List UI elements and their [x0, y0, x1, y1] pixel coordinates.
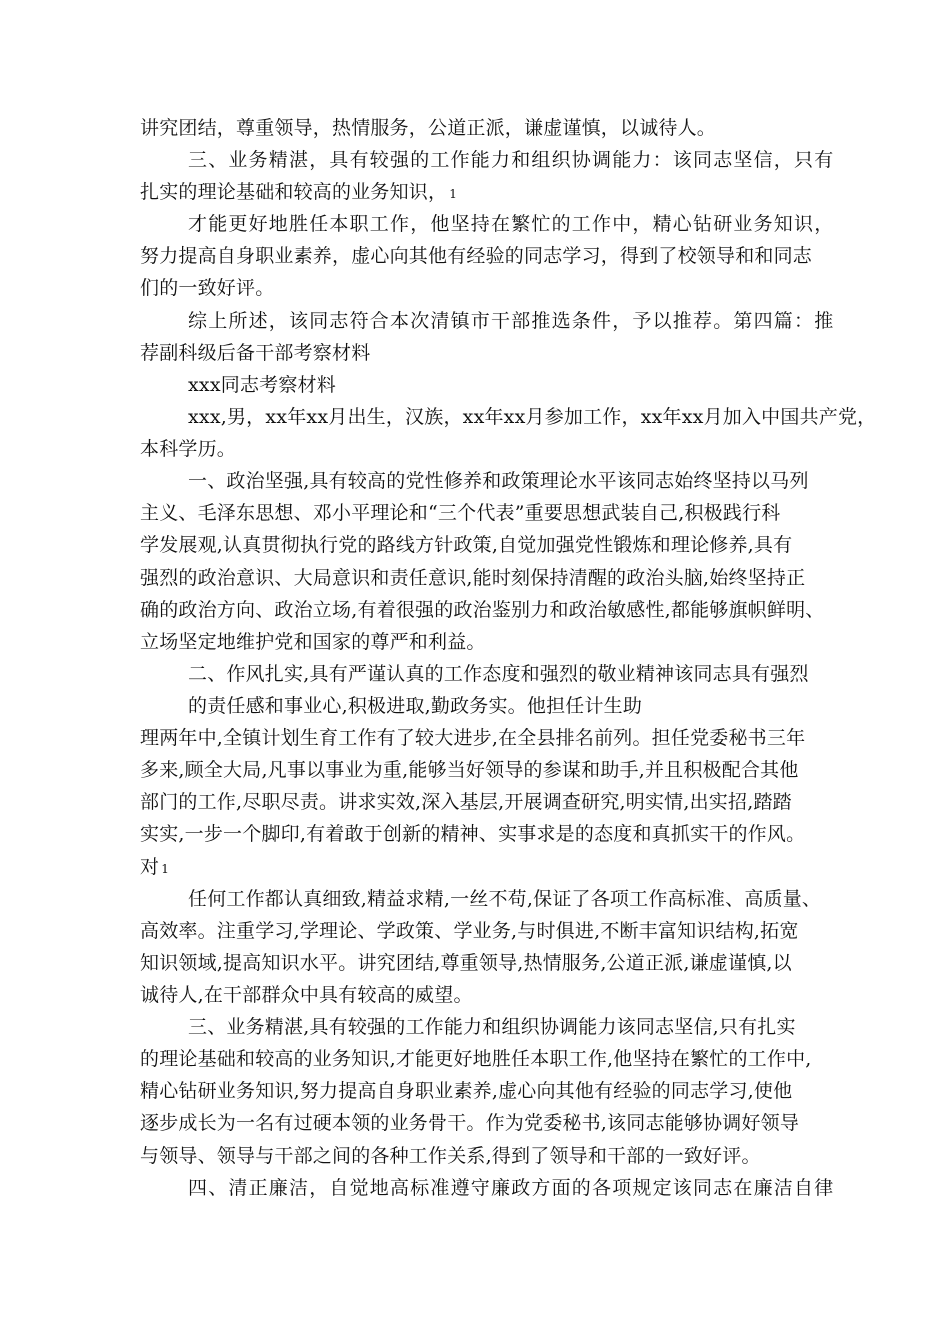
footnote-mark: 1	[161, 862, 170, 876]
text-line: 立场坚定地维护党和国家的尊严和利益。	[140, 631, 486, 653]
text-span: 对	[140, 856, 160, 878]
text-line: 三、业务精湛，具有较强的工作能力和组织协调能力：该同志坚信，只有	[188, 149, 835, 171]
text-line: 与领导、领导与干部之间的各种工作关系,得到了领导和干部的一致好评。	[140, 1145, 761, 1167]
text-line: 荐副科级后备干部考察材料	[140, 342, 371, 364]
text-line: 一、政治坚强,具有较高的党性修养和政策理论水平该同志始终坚持以马列	[188, 470, 809, 492]
text-line: 确的政治方向、政治立场,有着很强的政治鉴别力和政治敏感性,都能够旗帜鲜明、	[140, 599, 825, 621]
text-line: 实实,一步一个脚印,有着敢于创新的精神、实事求是的态度和真抓实干的作风。	[140, 823, 806, 845]
text-line: 讲究团结，尊重领导，热情服务，公道正派，谦虚谨慎，以诚待人。	[140, 117, 717, 139]
footnote-mark: 1	[449, 187, 458, 201]
text-line: 任何工作都认真细致,精益求精,一丝不苟,保证了各项工作高标准、高质量、	[188, 888, 822, 910]
text-line: 高效率。注重学习,学理论、学政策、学业务,与时俱进,不断丰富知识结构,拓宽	[140, 920, 799, 942]
text-line	[140, 180, 457, 206]
text-line: 四、清正廉洁，自觉地高标准遵守廉政方面的各项规定该同志在廉洁自律	[188, 1177, 835, 1199]
text-line: 理两年中,全镇计划生育工作有了较大进步,在全县排名前列。担任党委秘书三年	[140, 727, 806, 749]
text-line: 多来,顾全大局,凡事以事业为重,能够当好领导的参谋和助手,并且积极配合其他	[140, 759, 799, 781]
text-line: 本科学历。	[140, 438, 237, 460]
text-line: 逐步成长为一名有过硬本领的业务骨干。作为党委秘书,该同志能够协调好领导	[140, 1112, 800, 1134]
text-line: 部门的工作,尽职尽责。讲求实效,深入基层,开展调查研究,明实情,出实招,踏踏	[140, 791, 792, 813]
text-line: xxx同志考察材料	[188, 374, 336, 396]
text-line: 的责任感和事业心,积极进取,勤政务实。他担任计生助	[188, 695, 643, 717]
text-line: 学发展观,认真贯彻执行党的路线方针政策,自觉加强党性锻炼和理论修养,具有	[140, 534, 793, 556]
text-line: 三、业务精湛,具有较强的工作能力和组织协调能力该同志坚信,只有扎实	[188, 1016, 796, 1038]
text-line: 二、作风扎实,具有严谨认真的工作态度和强烈的敬业精神该同志具有强烈	[188, 663, 809, 685]
text-line: xxx,男，xx年xx月出生，汉族，xx年xx月参加工作，xx年xx月加入中国共产党，	[188, 406, 877, 428]
text-line: 努力提高自身职业素养，虚心向其他有经验的同志学习，得到了校领导和和同志	[140, 245, 813, 267]
text-span: 扎实的理论基础和较高的业务知识，	[140, 181, 448, 203]
text-line: 综上所述，该同志符合本次清镇市干部推选条件，予以推荐。第四篇：推	[188, 310, 835, 332]
text-line: 才能更好地胜任本职工作，他坚持在繁忙的工作中，精心钻研业务知识，	[188, 213, 835, 235]
text-line	[140, 855, 169, 881]
text-line: 的理论基础和较高的业务知识,才能更好地胜任本职工作,他坚持在繁忙的工作中,	[140, 1048, 812, 1070]
text-line: 精心钻研业务知识,努力提高自身职业素养,虚心向其他有经验的同志学习,使他	[140, 1080, 793, 1102]
text-line: 强烈的政治意识、大局意识和责任意识,能时刻保持清醒的政治头脑,始终坚持正	[140, 567, 806, 589]
text-line: 诚待人,在干部群众中具有较高的威望。	[140, 984, 473, 1006]
text-line: 们的一致好评。	[140, 277, 275, 299]
text-line: 知识领域,提高知识水平。讲究团结,尊重领导,热情服务,公道正派,谦虚谨慎,以	[140, 952, 792, 974]
text-line: 主义、毛泽东思想、邓小平理论和“三个代表”重要思想武装自己,积极践行科	[140, 502, 781, 524]
